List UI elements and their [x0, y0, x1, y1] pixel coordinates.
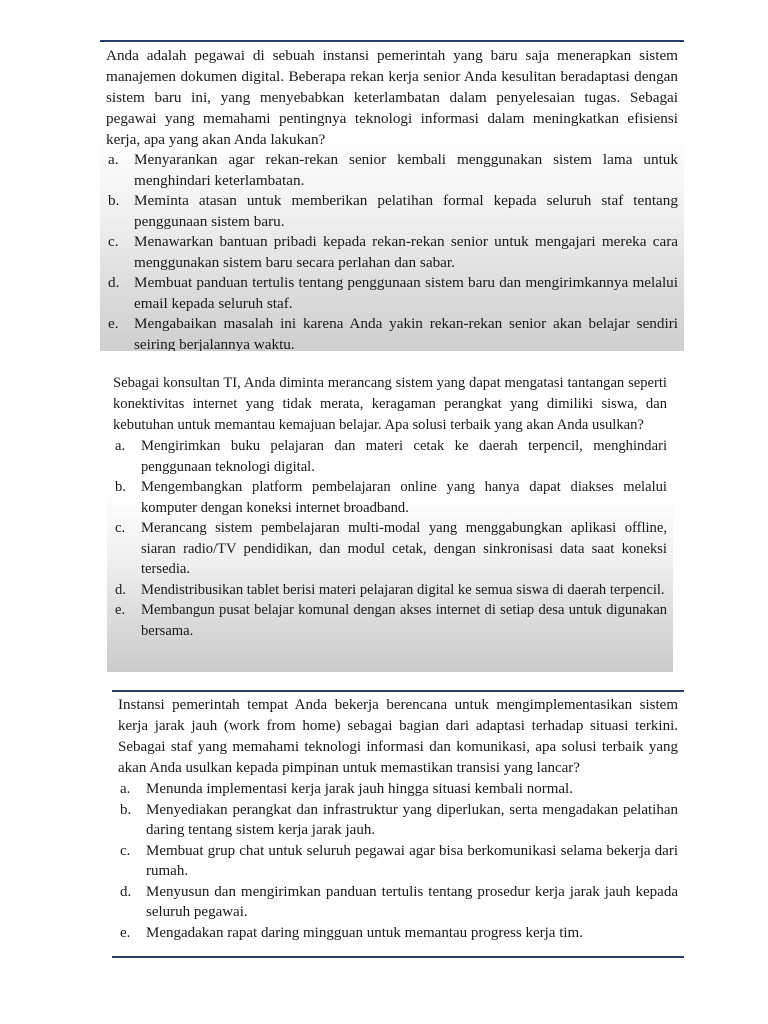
option-text: Menawarkan bantuan pribadi kepada rekan-rekan senior untuk mengajari mereka cara menggunakan sistem baru secara perlahan dan sabar. — [134, 233, 678, 271]
option-text: Mengirimkan buku pelajaran dan materi cetak ke daerah terpencil, menghindari penggunaan teknologi digital. — [141, 438, 667, 475]
option-list — [118, 779, 678, 943]
question-text: Anda adalah pegawai di sebuah instansi pemerintah yang baru saja menerapkan sistem manajemen dokumen digital. Beberapa rekan kerja senior Anda kesulitan beradaptasi dengan sistem baru ini, yang menyebabkan keterlambatan dalam penyelesaian tugas. Sebagai pegawai yang memahami pentingnya teknologi informasi dalam meningkatkan efisiensi kerja, apa yang akan Anda lakukan? — [106, 47, 678, 148]
option-a[interactable] — [118, 779, 678, 800]
option-letter: e. — [120, 924, 131, 941]
question-text: Instansi pemerintah tempat Anda bekerja berencana untuk mengimplementasikan sistem kerja jarak jauh (work from home) sebagai bagian dari adaptasi terhadap situasi terkini. Sebagai staf yang memahami teknologi informasi dan komunikasi, apa solusi terbaik yang akan Anda usulkan kepada pimpinan untuk memastikan transisi yang lancar? — [118, 697, 678, 776]
option-text: Menyediakan perangkat dan infrastruktur yang diperlukan, serta mengadakan pelatihan daring tentang sistem kerja jarak jauh. — [146, 801, 678, 838]
option-letter: b. — [108, 192, 120, 209]
option-b[interactable] — [113, 477, 667, 518]
option-text: Mengadakan rapat daring mingguan untuk memantau progress kerja tim. — [146, 924, 583, 941]
option-b[interactable] — [118, 800, 678, 841]
option-letter: d. — [120, 883, 132, 900]
option-a[interactable] — [113, 436, 667, 477]
option-text: Menyusun dan mengirimkan panduan tertulis tentang prosedur kerja jarak jauh kepada seluruh pegawai. — [146, 883, 678, 920]
option-text: Membangun pusat belajar komunal dengan akses internet di setiap desa untuk digunakan bersama. — [141, 602, 667, 639]
option-letter: e. — [108, 315, 119, 332]
option-letter: a. — [120, 781, 131, 797]
question-block-2 — [107, 370, 673, 672]
option-text: Merancang sistem pembelajaran multi-modal yang menggabungkan aplikasi offline, siaran radio/TV pendidikan, dan modul cetak, dengan sinkronisasi data saat koneksi tersedia. — [141, 520, 667, 577]
option-letter: c. — [108, 233, 119, 250]
option-letter: d. — [108, 274, 120, 291]
option-letter: c. — [115, 520, 126, 536]
option-text: Mendistribusikan tablet berisi materi pelajaran digital ke semua siswa di daerah terpencil. — [141, 581, 665, 598]
option-e[interactable] — [106, 314, 678, 351]
option-d[interactable] — [106, 273, 678, 314]
question-block-3 — [112, 690, 684, 958]
option-d[interactable] — [113, 580, 667, 601]
option-text: Menyarankan agar rekan-rekan senior kembali menggunakan sistem lama untuk menghindari keterlambatan. — [134, 151, 678, 189]
option-list — [106, 150, 678, 351]
option-text: Meminta atasan untuk memberikan pelatihan formal kepada seluruh staf tentang penggunaan sistem baru. — [134, 192, 678, 230]
option-list — [113, 436, 667, 641]
option-c[interactable] — [113, 518, 667, 580]
option-text: Menunda implementasi kerja jarak jauh hingga situasi kembali normal. — [146, 781, 573, 797]
option-letter: d. — [115, 581, 126, 598]
option-letter: a. — [115, 438, 126, 454]
option-b[interactable] — [106, 191, 678, 232]
option-letter: b. — [120, 801, 132, 818]
option-d[interactable] — [118, 882, 678, 923]
question-text: Sebagai konsultan TI, Anda diminta merancang sistem yang dapat mengatasi tantangan seperti konektivitas internet yang tidak merata, keragaman perangkat yang dimiliki siswa, dan kebutuhan untuk memantau kemajuan belajar. Apa solusi terbaik yang akan Anda usulkan? — [113, 375, 667, 433]
option-letter: b. — [115, 479, 126, 495]
option-c[interactable] — [118, 841, 678, 882]
option-letter: e. — [115, 602, 126, 618]
option-text: Mengembangkan platform pembelajaran online yang hanya dapat diakses melalui komputer dengan koneksi internet broadband. — [141, 479, 667, 516]
option-text: Membuat grup chat untuk seluruh pegawai agar bisa berkomunikasi selama bekerja dari rumah. — [146, 842, 678, 879]
question-block-1 — [100, 40, 684, 351]
option-a[interactable] — [106, 150, 678, 191]
option-letter: a. — [108, 151, 119, 168]
option-text: Membuat panduan tertulis tentang penggunaan sistem baru dan mengirimkannya melalui email kepada seluruh staf. — [134, 274, 678, 312]
option-e[interactable] — [118, 923, 678, 944]
option-e[interactable] — [113, 600, 667, 641]
option-c[interactable] — [106, 232, 678, 273]
option-text: Mengabaikan masalah ini karena Anda yakin rekan-rekan senior akan belajar sendiri seiring berjalannya waktu. — [134, 315, 678, 351]
option-letter: c. — [120, 842, 131, 859]
